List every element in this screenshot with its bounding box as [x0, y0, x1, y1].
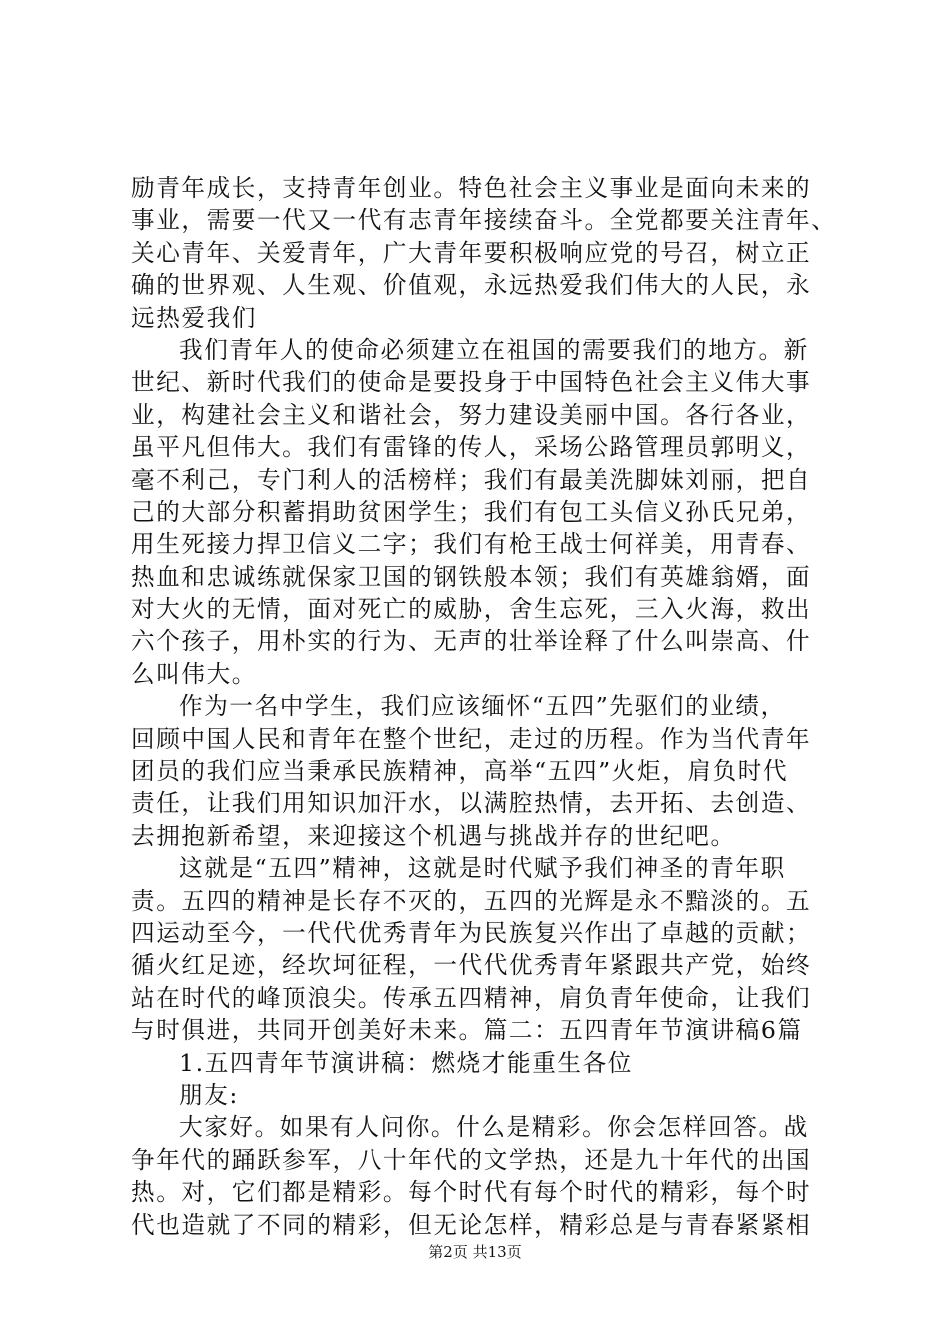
- text-line: 与时俱进，共同开创美好未来。篇二：五四青年节演讲稿6篇: [131, 1016, 803, 1045]
- text-line: 世纪、新时代我们的使命是要投身于中国特色社会主义伟大事: [131, 368, 812, 397]
- text-line: 热。对，它们都是精彩。每个时代有每个时代的精彩，每个时: [131, 1178, 812, 1207]
- text-line: 作为一名中学生，我们应该缅怀“五四”先驱们的业绩，: [179, 692, 786, 721]
- text-line: 争年代的踊跃参军，八十年代的文学热，还是九十年代的出国: [131, 1145, 812, 1174]
- text-line: 用生死接力捍卫信义二字；我们有枪王战士何祥美，用青春、: [131, 530, 812, 559]
- text-line: 虽平凡但伟大。我们有雷锋的传人，采场公路管理员郭明义，: [131, 433, 812, 462]
- text-line: 回顾中国人民和青年在整个世纪，走过的历程。作为当代青年: [131, 724, 812, 753]
- text-line: 关心青年、关爱青年，广大青年要积极响应党的号召，树立正: [131, 238, 812, 267]
- text-line: 么叫伟大。: [131, 659, 257, 688]
- text-line: 确的世界观、人生观、价值观，永远热爱我们伟大的人民，永: [131, 271, 812, 300]
- text-line: 大家好。如果有人问你。什么是精彩。你会怎样回答。战: [179, 1113, 809, 1142]
- text-line: 循火红足迹，经坎坷征程，一代代优秀青年紧跟共产党，始终: [131, 951, 812, 980]
- text-line: 1.五四青年节演讲稿：燃烧才能重生各位: [179, 1048, 634, 1077]
- page-number-footer: 第2页 共13页: [428, 1243, 522, 1261]
- text-line: 团员的我们应当秉承民族精神，高举“五四”火炬，肩负时代: [131, 757, 789, 786]
- text-line: 这就是“五四”精神，这就是时代赋予我们神圣的青年职: [179, 854, 786, 883]
- text-line: 我们青年人的使命必须建立在祖国的需要我们的地方。新: [179, 335, 809, 364]
- text-line: 热血和忠诚练就保家卫国的钢铁般本领；我们有英雄翁婿，面: [131, 562, 812, 591]
- text-line: 毫不利己，专门利人的活榜样；我们有最美洗脚妹刘丽，把自: [131, 465, 812, 494]
- text-line: 对大火的无情，面对死亡的威胁，舍生忘死，三入火海，救出: [131, 595, 812, 624]
- text-line: 责任，让我们用知识加汗水，以满腔热情，去开拓、去创造、: [131, 789, 812, 818]
- text-line: 事业，需要一代又一代有志青年接续奋斗。全党都要关注青年、: [131, 206, 837, 235]
- text-line: 励青年成长，支持青年创业。特色社会主义事业是面向未来的: [131, 174, 812, 202]
- text-line: 己的大部分积蓄捐助贫困学生；我们有包工头信义孙氏兄弟，: [131, 497, 812, 526]
- text-line: 朋友:: [179, 1080, 239, 1109]
- text-line: 六个孩子，用朴实的行为、无声的壮举诠释了什么叫崇高、什: [131, 627, 812, 656]
- text-line: 四运动至今，一代代优秀青年为民族复兴作出了卓越的贡献；: [131, 918, 812, 947]
- text-line: 去拥抱新希望，来迎接这个机遇与挑战并存的世纪吧。: [131, 821, 736, 850]
- text-line: 远热爱我们: [131, 303, 257, 332]
- text-line: 代也造就了不同的精彩，但无论怎样，精彩总是与青春紧紧相: [131, 1210, 812, 1239]
- text-line: 责。五四的精神是长存不灭的，五四的光辉是永不黯淡的。五: [131, 886, 812, 915]
- body-text: [131, 172, 837, 1241]
- text-line: 业，构建社会主义和谐社会，努力建设美丽中国。各行各业，: [131, 400, 812, 429]
- text-line: 站在时代的峰顶浪尖。传承五四精神，肩负青年使命，让我们: [131, 983, 812, 1012]
